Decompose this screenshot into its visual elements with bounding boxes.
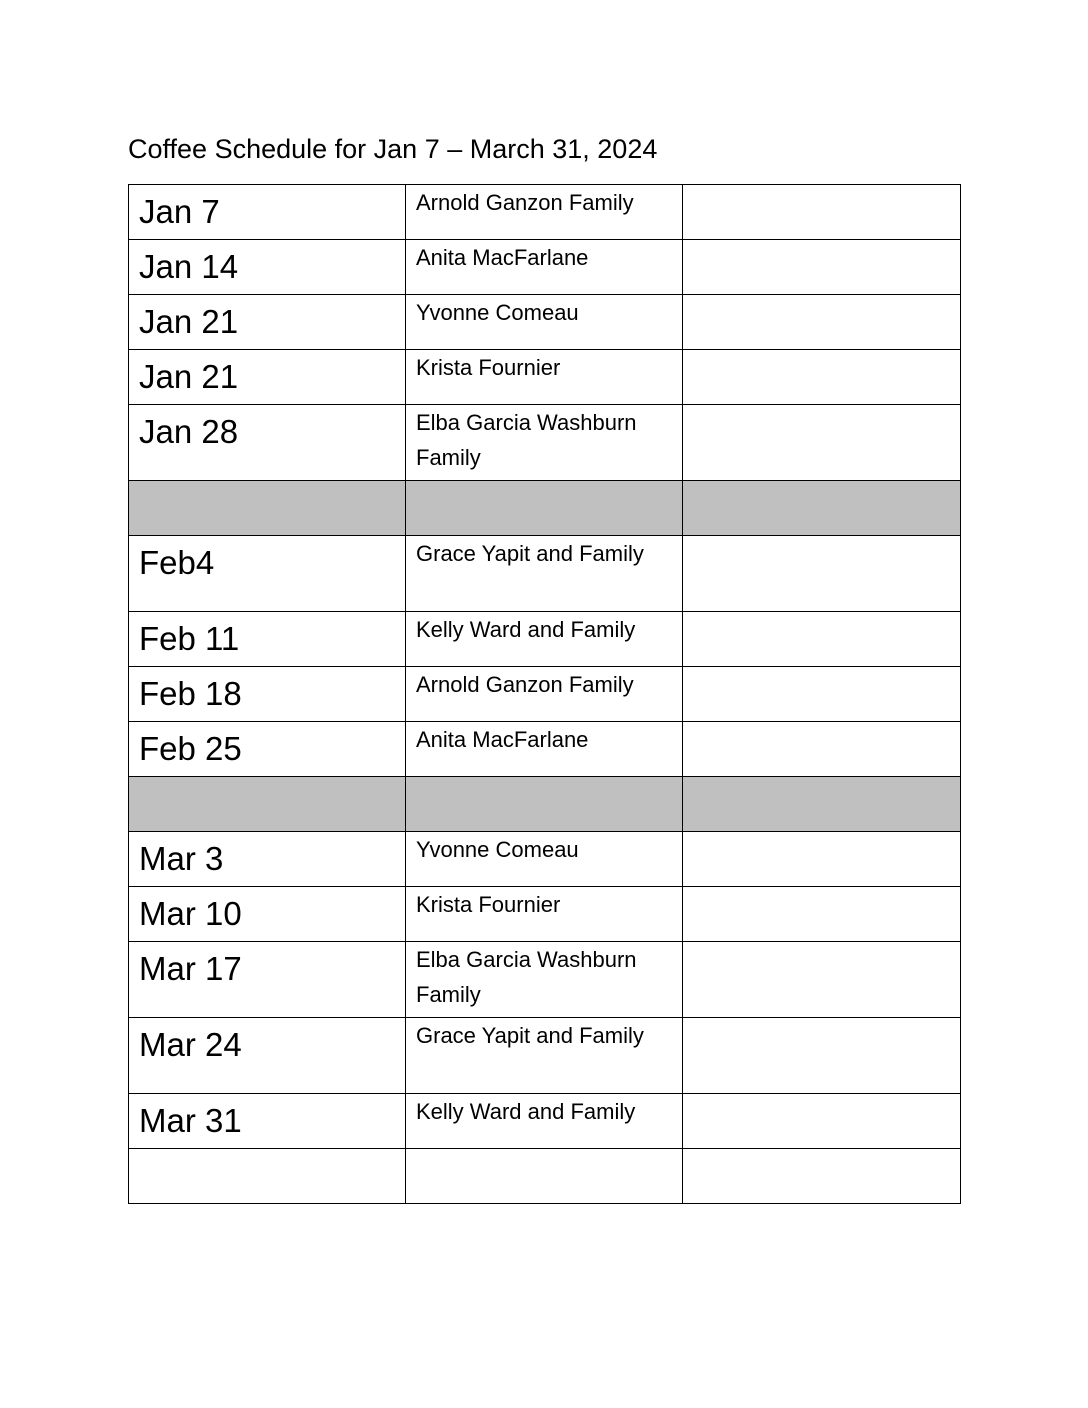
volunteer-name-cell: Kelly Ward and Family — [406, 612, 683, 667]
blank-cell — [683, 481, 961, 536]
volunteer-name-cell: Arnold Ganzon Family — [406, 185, 683, 240]
blank-cell — [683, 612, 961, 667]
schedule-row — [129, 405, 961, 481]
volunteer-name-cell: Yvonne Comeau — [406, 832, 683, 887]
date-cell: Mar 24 — [129, 1018, 406, 1094]
schedule-row — [129, 295, 961, 350]
volunteer-name-cell: Grace Yapit and Family — [406, 536, 683, 612]
date-cell: Jan 7 — [129, 185, 406, 240]
separator-row — [129, 481, 961, 536]
blank-cell — [683, 405, 961, 481]
blank-cell — [683, 240, 961, 295]
date-cell — [129, 777, 406, 832]
date-cell: Mar 17 — [129, 942, 406, 1018]
volunteer-name-cell: Elba Garcia Washburn Family — [406, 405, 683, 481]
blank-cell — [683, 887, 961, 942]
schedule-row — [129, 1094, 961, 1149]
volunteer-name-cell: Yvonne Comeau — [406, 295, 683, 350]
blank-cell — [683, 350, 961, 405]
schedule-row — [129, 887, 961, 942]
blank-cell — [683, 1094, 961, 1149]
blank-cell — [683, 832, 961, 887]
volunteer-name-cell: Anita MacFarlane — [406, 240, 683, 295]
blank-cell — [683, 536, 961, 612]
date-cell: Mar 31 — [129, 1094, 406, 1149]
date-cell: Mar 3 — [129, 832, 406, 887]
date-cell: Feb 25 — [129, 722, 406, 777]
schedule-row — [129, 612, 961, 667]
date-cell: Jan 28 — [129, 405, 406, 481]
blank-cell — [683, 1149, 961, 1204]
date-cell: Jan 21 — [129, 295, 406, 350]
volunteer-name-cell: Elba Garcia Washburn Family — [406, 942, 683, 1018]
volunteer-name-cell: Anita MacFarlane — [406, 722, 683, 777]
page-title: Coffee Schedule for Jan 7 – March 31, 2024 — [128, 134, 658, 164]
schedule-row — [129, 536, 961, 612]
volunteer-name-cell: Kelly Ward and Family — [406, 1094, 683, 1149]
separator-row — [129, 777, 961, 832]
volunteer-name-cell — [406, 1149, 683, 1204]
date-cell: Feb 18 — [129, 667, 406, 722]
schedule-row — [129, 832, 961, 887]
date-cell: Jan 14 — [129, 240, 406, 295]
schedule-row — [129, 1149, 961, 1204]
schedule-row — [129, 350, 961, 405]
blank-cell — [683, 185, 961, 240]
schedule-row — [129, 1018, 961, 1094]
volunteer-name-cell: Arnold Ganzon Family — [406, 667, 683, 722]
date-cell: Feb 11 — [129, 612, 406, 667]
schedule-row — [129, 667, 961, 722]
volunteer-name-cell: Krista Fournier — [406, 887, 683, 942]
volunteer-name-cell: Krista Fournier — [406, 350, 683, 405]
volunteer-name-cell: Grace Yapit and Family — [406, 1018, 683, 1094]
volunteer-name-cell — [406, 481, 683, 536]
blank-cell — [683, 295, 961, 350]
date-cell: Jan 21 — [129, 350, 406, 405]
date-cell: Mar 10 — [129, 887, 406, 942]
schedule-row — [129, 722, 961, 777]
coffee-schedule-table — [128, 184, 961, 1204]
date-cell — [129, 481, 406, 536]
date-cell: Feb4 — [129, 536, 406, 612]
date-cell — [129, 1149, 406, 1204]
blank-cell — [683, 667, 961, 722]
blank-cell — [683, 1018, 961, 1094]
schedule-table-body — [129, 185, 961, 1204]
schedule-row — [129, 942, 961, 1018]
blank-cell — [683, 722, 961, 777]
schedule-row — [129, 240, 961, 295]
schedule-row — [129, 185, 961, 240]
volunteer-name-cell — [406, 777, 683, 832]
blank-cell — [683, 777, 961, 832]
blank-cell — [683, 942, 961, 1018]
